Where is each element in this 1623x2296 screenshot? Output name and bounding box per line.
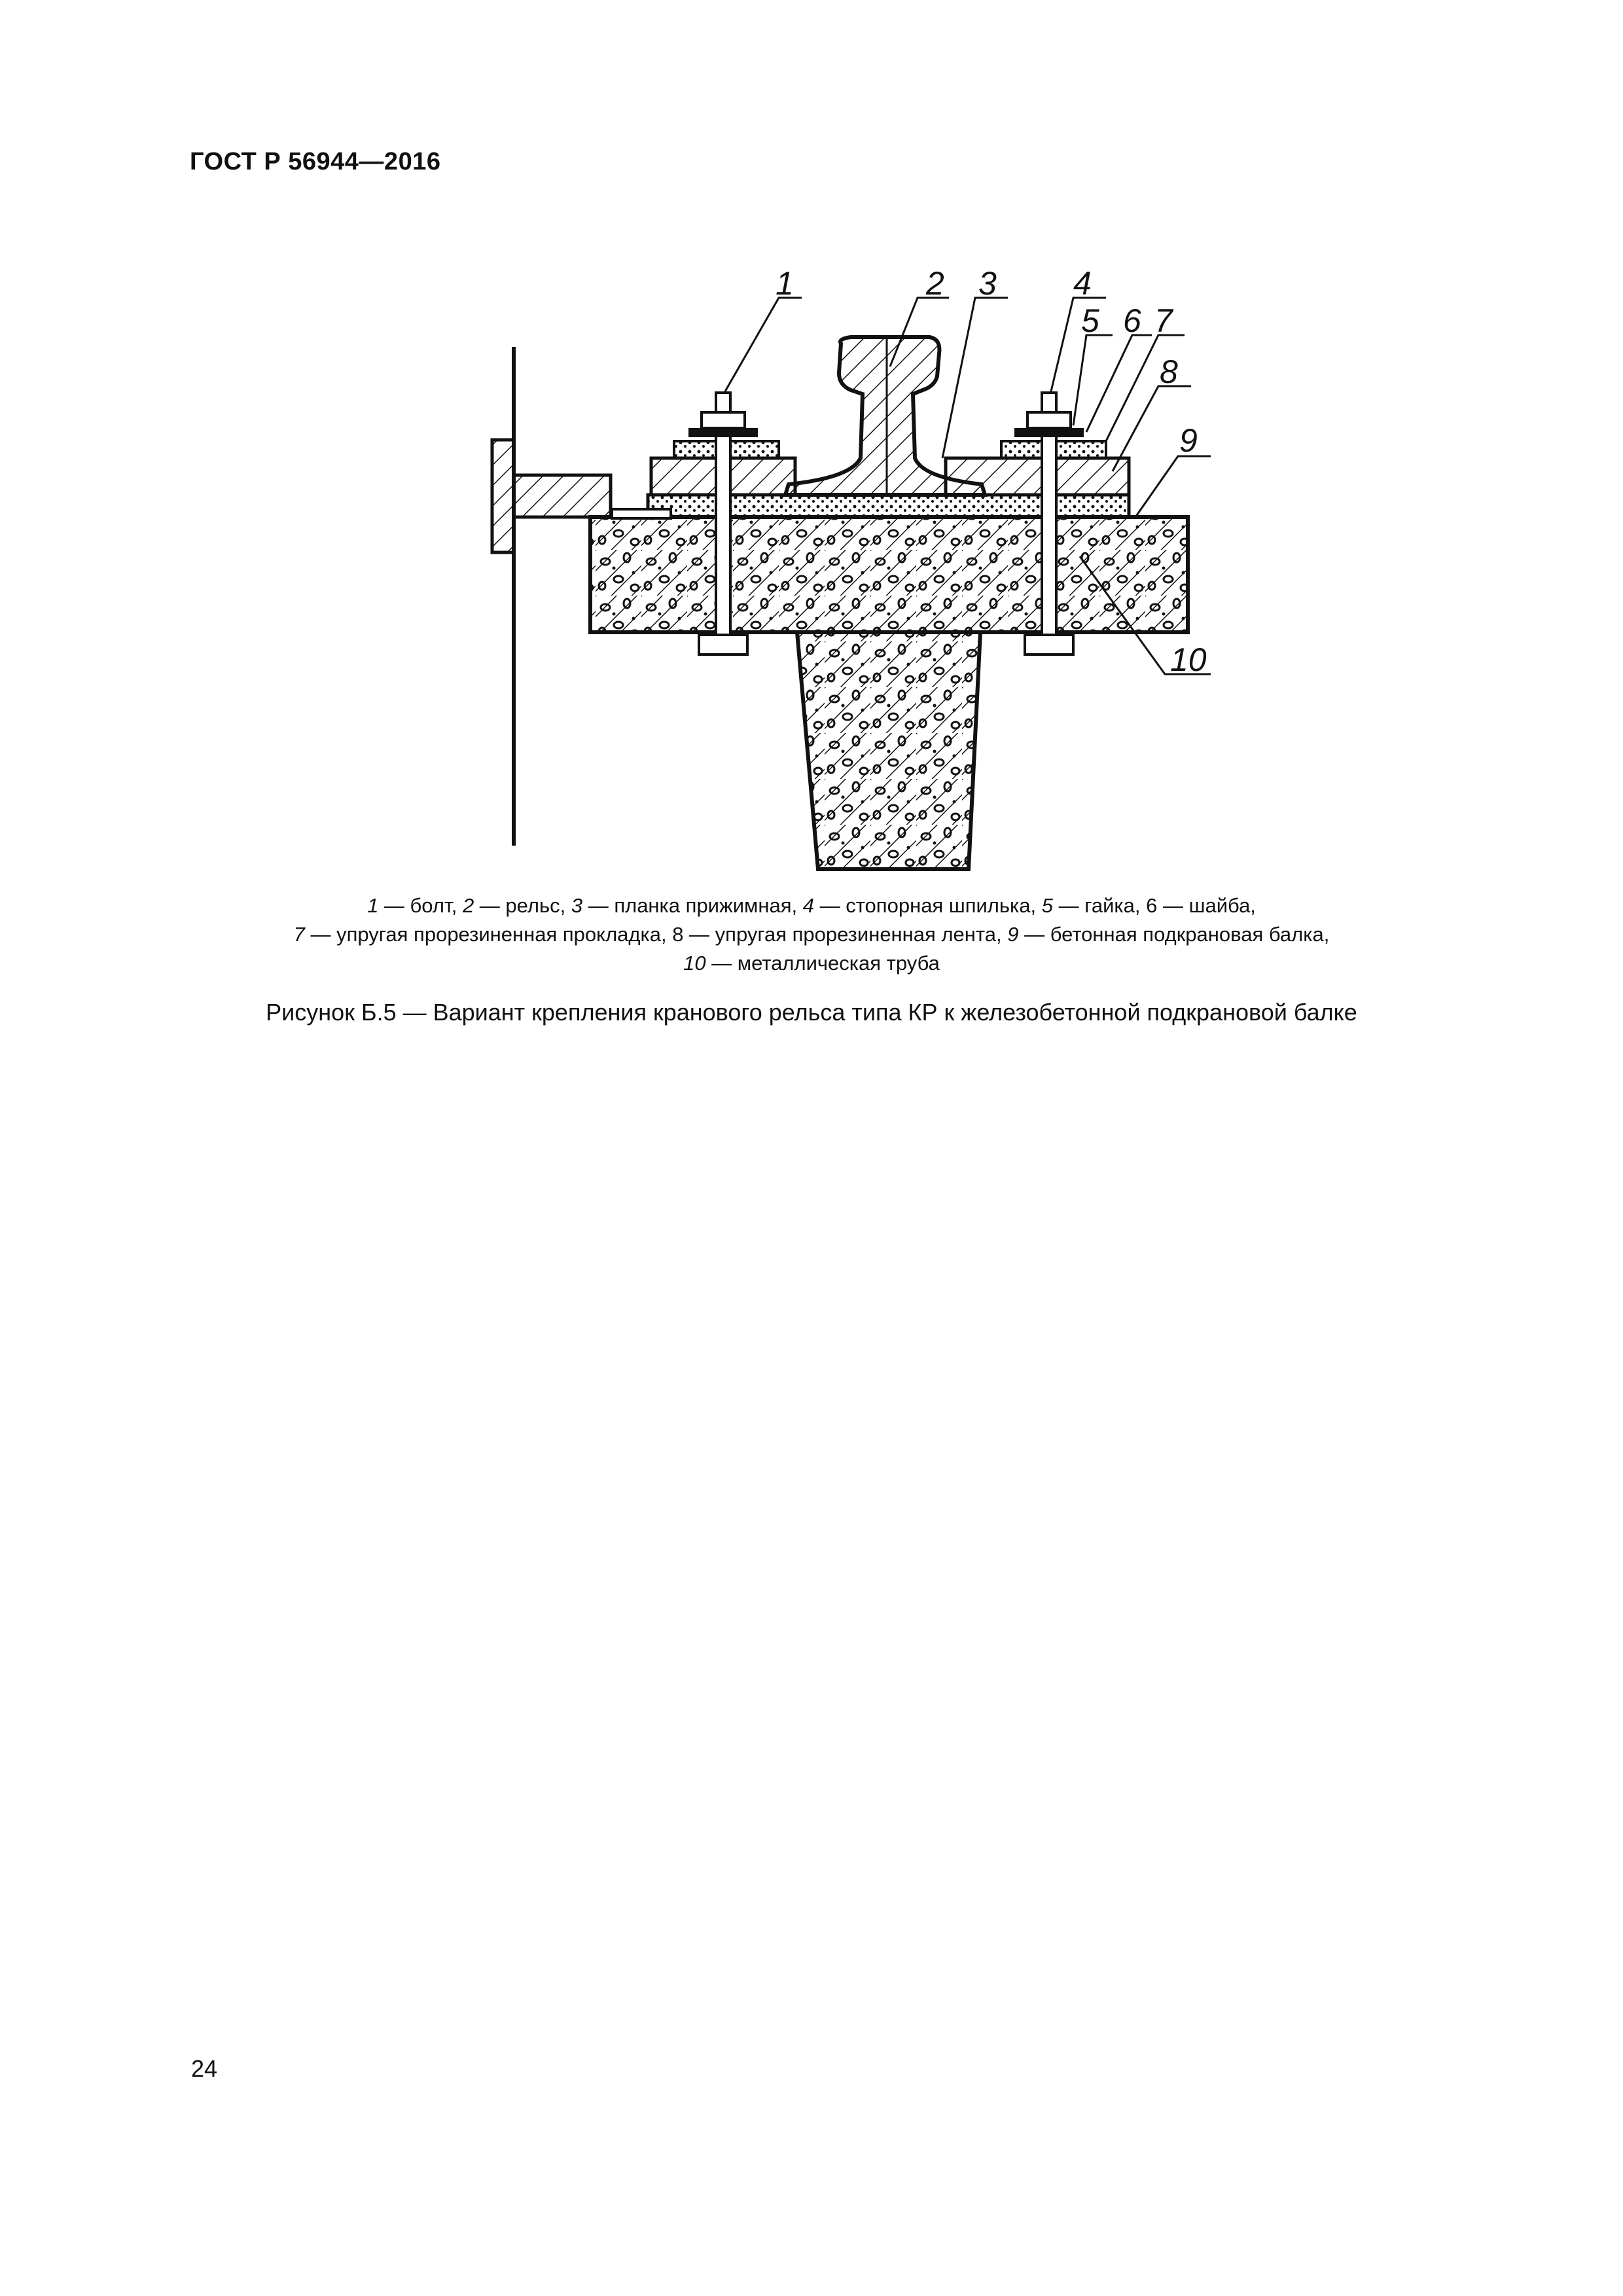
bracket-arm — [514, 475, 611, 517]
nut-left-bottom — [699, 635, 747, 655]
callout-1: 1 — [776, 265, 794, 302]
nut-right-bottom — [1025, 635, 1073, 655]
washer-left-top — [688, 428, 758, 437]
figure-legend — [196, 891, 1427, 978]
washer-right-top — [1014, 428, 1084, 437]
callout-2: 2 — [926, 265, 944, 302]
callout-8: 8 — [1160, 353, 1178, 390]
callout-7: 7 — [1154, 302, 1173, 339]
page-number: 24 — [191, 2055, 218, 2082]
nut-left-top — [702, 412, 745, 428]
document-header: ГОСТ Р 56944—2016 — [190, 148, 441, 175]
legend-line-2: 7 — упругая прорезиненная прокладка, 8 — упругая прорезиненная лента, 9 — бетонная подкрановая балка, — [293, 923, 1330, 946]
beam-flange — [590, 517, 1188, 632]
bracket-plate — [492, 440, 514, 552]
callout-4: 4 — [1073, 265, 1092, 302]
rail-fastening-drawing — [0, 0, 1623, 916]
callout-6: 6 — [1123, 302, 1141, 339]
notch-left — [612, 509, 671, 518]
legend-line-3: 10 — металлическая труба — [683, 952, 940, 975]
callout-3: 3 — [978, 265, 997, 302]
callout-9: 9 — [1179, 422, 1198, 459]
callout-5: 5 — [1081, 302, 1099, 339]
nut-right-top — [1027, 412, 1071, 428]
legend-line-1: 1 — болт, 2 — рельс, 3 — планка прижимная, 4 — стопорная шпилька, 5 — гайка, 6 — шайба, — [367, 894, 1256, 917]
beam-web — [797, 632, 980, 869]
callout-10: 10 — [1170, 641, 1207, 678]
figure-title: Рисунок Б.5 — Вариант крепления кранового рельса типа КР к железобетонной подкрановой балке — [266, 999, 1357, 1026]
